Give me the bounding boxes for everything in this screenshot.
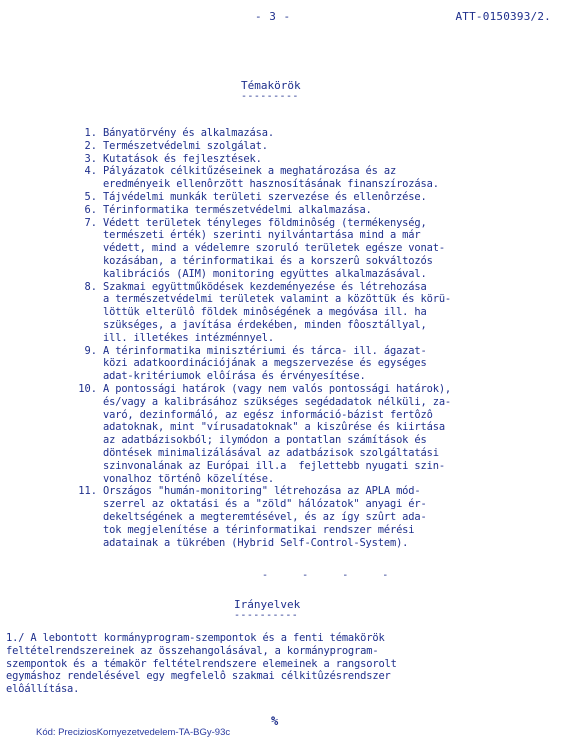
text-line: kalibrációs (AIM) monitoring együttes alkalmazásával. [103,267,427,280]
list-item-text [103,165,564,191]
list-item-number: 9. [84,344,97,357]
list-item-number: 10. [78,382,97,395]
text-line: egymáshoz rendelésével egy megfelelô szakmai célkitûzésrendszer [6,670,391,683]
text-line: elôállítása. [6,683,80,696]
text-line: védett, mind a védelemre szoruló területek egésze vonat- [103,242,445,255]
document-reference: ATT-0150393/2. [455,10,551,23]
list-item-text [103,127,564,140]
list-item [74,204,564,217]
guidelines-heading-underline: ---------- [234,610,299,621]
list-item-number: 5. [84,190,97,203]
text-line: A térinformatika minisztériumi és tárca- ill. ágazat- [103,344,427,357]
text-line: löttük elterülô földek minôségének a megóvása ill. ha [103,306,427,319]
guidelines-paragraph [6,632,566,696]
text-line: varó, dezinformáló, az egész információ-bázist fertôzô [103,408,433,421]
text-line: vonalhoz történô közelítése. [103,472,274,485]
page-mark: % [271,714,279,728]
footer-code: Kód: PreciziosKornyezetvedelem-TA-BGy-93c [36,727,231,738]
text-line: adatoknak, mint "vírusadatoknak" a kiszûrése és kiirtása [103,421,445,434]
text-line: Bányatörvény és alkalmazása. [103,127,274,139]
list-item-text [103,383,564,485]
list-item [74,140,564,153]
text-line: szerrel az oktatási és a "zöld" hálózatok" anyagi ér- [103,498,427,511]
text-line: kozásában, a térinformatikai és a korszerû sokváltozós [103,254,433,267]
list-item [74,345,564,383]
text-line: az adatbázisokból; ilymódon a pontatlan számítások és [103,434,427,447]
text-line: szükséges, a javítása érdekében, minden fôosztállyal, [103,318,427,331]
list-item-text [103,191,564,204]
list-item [74,281,564,345]
text-line: Térinformatika természetvédelmi alkalmazása. [103,203,372,216]
list-item-number: 3. [84,152,97,165]
list-item [74,153,564,166]
guidelines-heading: Irányelvek [234,598,301,611]
text-line: Pályázatok célkitűzéseinek a meghatározása és az [103,165,397,178]
text-line: adat-kritériumok elôírása és érvényesítése. [103,370,366,383]
topics-list [74,127,564,549]
list-item [74,217,564,281]
text-line: dekeltségének a megteremtésével, és az így szûrt ada- [103,510,427,523]
text-line: Természetvédelmi szolgálat. [103,139,268,152]
text-line: szempontok és a témakör feltételrendszere elemeinek a rangsorolt [6,657,397,670]
list-item-number: 1. [84,127,97,139]
list-item-number: 4. [84,165,97,178]
list-item-number: 7. [84,216,97,229]
text-line: adatainak a tükrében (Hybrid Self-Control-System). [103,536,409,549]
list-item-text [103,217,564,281]
list-item-number: 8. [84,280,97,293]
list-item-text [103,204,564,217]
text-line: és/vagy a kalibrásához szükséges segédadatok nélküli, za- [103,395,452,408]
list-item [74,127,564,140]
list-item [74,383,564,485]
list-item [74,191,564,204]
list-item-text [103,281,564,345]
text-line: döntések minimalizálásával az adatbázisok szolgáltatási [103,446,439,459]
list-item [74,485,564,549]
text-line: 1./ A lebontott kormányprogram-szempontok és a fenti témakörök [6,632,385,644]
text-line: természeti érték) szerinti nyilvántartása mind a már [103,229,421,242]
list-item [74,165,564,191]
text-line: eredményeik ellenôrzött hasznosításának finanszírozása. [103,178,439,191]
text-line: Tájvédelmi munkák területi szervezése és ellenôrzése. [103,190,427,203]
list-item-number: 6. [84,203,97,216]
list-item-number: 2. [84,139,97,152]
text-line: a természetvédelmi területek valamint a közöttük és körü- [103,293,452,306]
list-item-text [103,140,564,153]
text-line: Szakmai együttműködések kezdeményezése és létrehozása [103,280,427,293]
list-item-text [103,485,564,549]
page-number: - 3 - [255,10,291,23]
list-item-number: 11. [78,485,97,498]
text-line: tok megjelenítése a térinformatikai rendszer mérési [103,523,415,536]
list-item-text [103,153,564,166]
text-line: közi adatkoordinációjának a megszervezése és egységes [103,357,427,370]
text-line: Védett területek tényleges földminôség (termékenység, [103,216,427,229]
text-line: ill. illetékes intézménnyel. [103,331,274,344]
text-line: szinvonalának az Európai ill.a fejlettebb nyugati szin- [103,459,445,472]
text-line: Kutatások és fejlesztések. [103,152,262,165]
text-line: A pontossági határok (vagy nem valós pontossági határok), [103,382,452,395]
list-item-text [103,345,564,383]
topics-heading: Témakörök [241,79,301,92]
topics-heading-underline: --------- [241,91,299,102]
section-divider-dashes: - - - - [262,570,391,581]
text-line: feltételrendszereinek az összehangolásával, a kormányprogram- [6,644,379,657]
text-line: Országos "humán-monitoring" létrehozása az APLA mód- [103,485,421,498]
